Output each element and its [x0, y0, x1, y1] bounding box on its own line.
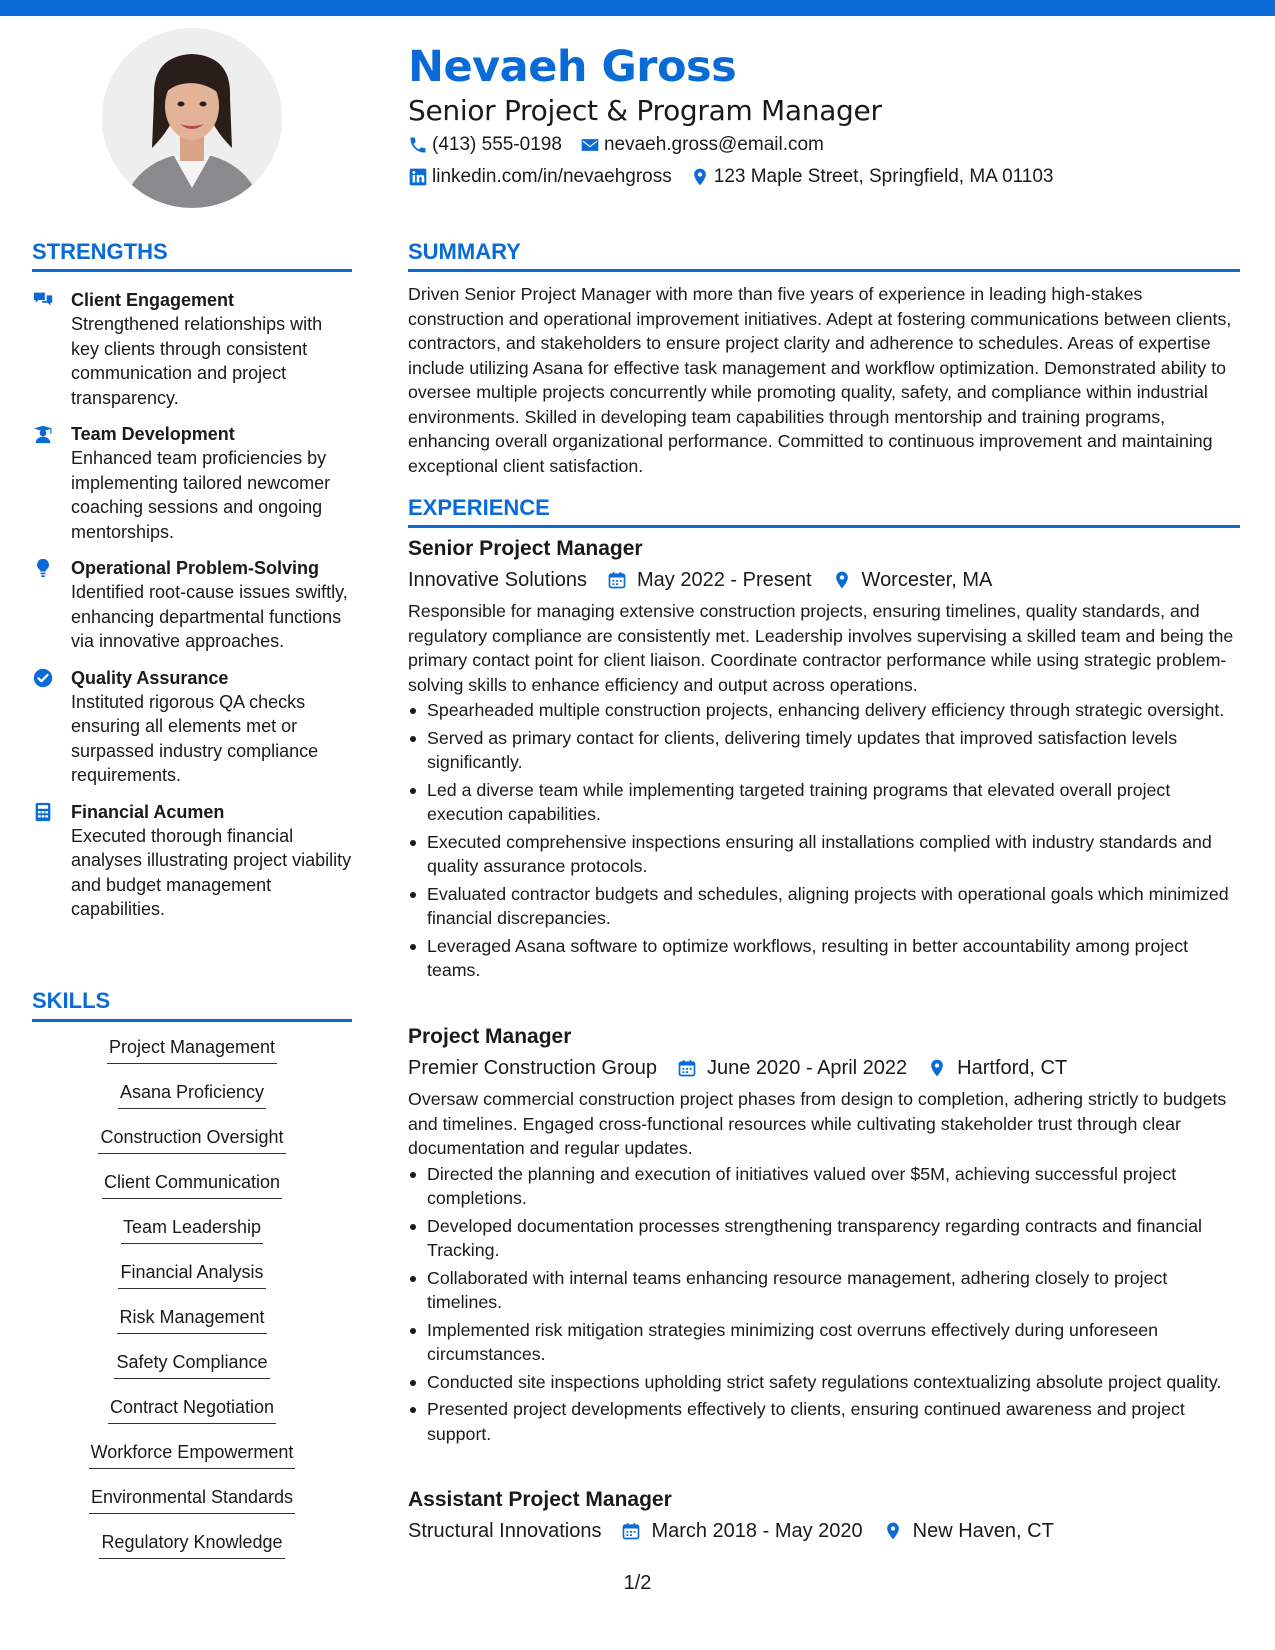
strengths-list [32, 288, 352, 934]
summary-rule [408, 269, 1240, 272]
job-description: Oversaw commercial construction project phases from design to completion, adhering strictly to budgets and timelines. Engaged cross-functional resources while cultivating stakeholder trust through clear documentation and regular updates. [408, 1089, 1227, 1158]
page-number: 1/2 [623, 1572, 652, 1594]
address-text: 123 Maple Street, Springfield, MA 01103 [713, 166, 1054, 187]
contact-row-2 [408, 166, 1072, 189]
candidate-title: Senior Project & Program Manager [408, 94, 882, 127]
strength-item [32, 422, 352, 544]
skills-rule [32, 1019, 352, 1022]
skill-label: Regulatory Knowledge [99, 1530, 284, 1559]
strength-title: Financial Acumen [71, 801, 225, 822]
linkedin-link[interactable]: linkedin.com/in/nevaehgross [432, 166, 672, 187]
job-meta [408, 1055, 1240, 1081]
contact-row-1 [408, 134, 842, 157]
calendar-icon [621, 1521, 641, 1541]
phone-text[interactable]: (413) 555-0198 [432, 134, 562, 155]
job-company: Premier Construction Group [408, 1057, 657, 1079]
job-bullet: Leveraged Asana software to optimize workflows, resulting in better accountability among project teams. [408, 934, 1240, 983]
job-location [883, 1518, 1054, 1544]
job-role: Assistant Project Manager [408, 1488, 672, 1511]
strength-title: Team Development [71, 424, 235, 444]
strength-item [32, 288, 352, 410]
skill-item [32, 1215, 352, 1260]
skill-item [32, 1260, 352, 1305]
strengths-rule [32, 269, 352, 272]
job-bullet: Conducted site inspections upholding strict safety regulations contextualizing absolute project quality. [408, 1370, 1240, 1395]
job-role: Senior Project Manager [408, 537, 643, 560]
graduate-icon [32, 423, 54, 445]
job-entry [408, 1024, 1240, 1449]
job-location [832, 567, 993, 593]
skill-item [32, 1125, 352, 1170]
skill-label: Safety Compliance [114, 1350, 269, 1379]
job-location-text: Hartford, CT [957, 1057, 1068, 1079]
job-bullet: Spearheaded multiple construction projects, enhancing delivery efficiency through strategic oversight. [408, 698, 1240, 723]
skill-item [32, 1350, 352, 1395]
skill-item [32, 1440, 352, 1485]
job-meta [408, 567, 1240, 593]
skill-item [32, 1530, 352, 1575]
skill-label: Asana Proficiency [118, 1080, 266, 1109]
strengths-heading: STRENGTHS [32, 239, 168, 264]
job-description: Responsible for managing extensive construction projects, ensuring timelines, quality standards, and regulatory compliance are consistently met. Leadership involves supervising a skilled team and being the primary contact point for client liaison. Coordinate contractor performance while using strategic problem-solving skills to enhance efficiency and output across operations. [408, 601, 1234, 695]
job-dates-text: March 2018 - May 2020 [651, 1520, 863, 1542]
phone-icon [408, 135, 428, 155]
summary-text: Driven Senior Project Manager with more than five years of experience in leading high-stakes construction and operational improvement initiatives. Adept at fostering communications between clients, contractors, and stakeholders to ensure project clarity and adherence to schedules. Areas of expertise include utilizing Asana for effective task management and workflow optimization. Demonstrated ability to oversee multiple projects concurrently while promoting quality, safety, and compliance within industrial environments. Skilled in developing team capabilities through mentorship and training programs, enhancing overall organizational performance. Committed to continuous improvement and maintaining exceptional client satisfaction. [408, 284, 1232, 476]
job-entry [408, 536, 1240, 986]
strength-item [32, 666, 352, 788]
job-dates-text: May 2022 - Present [637, 569, 812, 591]
skill-label: Contract Negotiation [108, 1395, 276, 1424]
lightbulb-icon [32, 557, 54, 579]
job-bullet: Presented project developments effectively to clients, ensuring continued awareness and project support. [408, 1397, 1240, 1446]
contact-address [690, 166, 1054, 189]
contact-phone [408, 134, 562, 157]
job-dates [621, 1518, 862, 1544]
strength-item [32, 556, 352, 654]
skill-label: Environmental Standards [89, 1485, 295, 1514]
skills-list [32, 1035, 352, 1575]
job-company: Innovative Solutions [408, 569, 588, 591]
linkedin-icon [408, 167, 428, 187]
candidate-name: Nevaeh Gross [408, 42, 737, 92]
strength-item [32, 800, 352, 922]
job-bullets [408, 1162, 1240, 1447]
job-dates-text: June 2020 - April 2022 [706, 1057, 908, 1079]
skill-item [32, 1395, 352, 1440]
skill-item [32, 1305, 352, 1350]
check-circle-icon [32, 667, 54, 689]
job-role: Project Manager [408, 1025, 572, 1048]
strength-desc: Identified root-cause issues swiftly, enhancing departmental functions via innovative approaches. [71, 582, 348, 651]
skill-label: Risk Management [117, 1305, 266, 1334]
job-meta [408, 1518, 1240, 1544]
skills-heading: SKILLS [32, 988, 111, 1013]
job-bullets [408, 698, 1240, 983]
job-bullet: Developed documentation processes strengthening transparency regarding contracts and financial Tracking. [408, 1214, 1240, 1263]
contact-email [580, 134, 824, 157]
contact-linkedin [408, 166, 672, 189]
job-bullet: Collaborated with internal teams enhancing resource management, adhering closely to project timelines. [408, 1266, 1240, 1315]
map-pin-icon [832, 570, 852, 590]
job-bullet: Executed comprehensive inspections ensuring all installations complied with industry standards and quality assurance protocols. [408, 830, 1240, 879]
strength-desc: Instituted rigorous QA checks ensuring all elements met or surpassed industry compliance requirements. [71, 691, 319, 785]
strength-title: Quality Assurance [71, 667, 229, 688]
comments-icon [32, 289, 54, 311]
job-dates [677, 1055, 907, 1081]
skill-label: Project Management [107, 1035, 277, 1064]
map-pin-icon [883, 1521, 903, 1541]
map-pin-icon [927, 1058, 947, 1078]
job-dates [607, 567, 812, 593]
calculator-icon [32, 801, 54, 823]
email-link[interactable]: nevaeh.gross@email.com [603, 134, 824, 155]
skill-item [32, 1080, 352, 1125]
experience-rule [408, 525, 1240, 528]
job-entry [408, 1487, 1240, 1544]
job-bullet: Led a diverse team while implementing targeted training programs that elevated overall project execution capabilities. [408, 778, 1240, 827]
profile-photo [102, 28, 282, 208]
job-bullet: Served as primary contact for clients, delivering timely updates that improved satisfaction levels significantly. [408, 726, 1240, 775]
calendar-icon [677, 1058, 697, 1078]
job-bullet: Evaluated contractor budgets and schedules, aligning projects with operational goals which minimized financial discrepancies. [408, 882, 1240, 931]
calendar-icon [607, 570, 627, 590]
strength-title: Operational Problem-Solving [71, 558, 320, 578]
skill-label: Construction Oversight [98, 1125, 285, 1154]
job-bullet: Implemented risk mitigation strategies minimizing cost overruns effectively during unforeseen circumstances. [408, 1318, 1240, 1367]
map-pin-icon [690, 167, 710, 187]
strength-desc: Strengthened relationships with key clients through consistent communication and project transparency. [71, 314, 323, 408]
job-location [927, 1055, 1067, 1081]
job-location-text: New Haven, CT [912, 1520, 1054, 1542]
top-accent-bar [0, 0, 1275, 16]
envelope-icon [580, 135, 600, 155]
skill-label: Workforce Empowerment [89, 1440, 296, 1469]
skill-label: Client Communication [102, 1170, 282, 1199]
skill-item [32, 1485, 352, 1530]
job-bullet: Directed the planning and execution of initiatives valued over $5M, achieving successful project completions. [408, 1162, 1240, 1211]
strength-title: Client Engagement [71, 290, 235, 310]
skill-label: Team Leadership [121, 1215, 263, 1244]
job-location-text: Worcester, MA [861, 569, 993, 591]
experience-heading: EXPERIENCE [408, 495, 550, 520]
summary-heading: SUMMARY [408, 239, 521, 264]
skill-item [32, 1035, 352, 1080]
job-company: Structural Innovations [408, 1520, 602, 1542]
skill-label: Financial Analysis [118, 1260, 265, 1289]
strength-desc: Enhanced team proficiencies by implementing tailored newcomer coaching sessions and ongoing mentorships. [71, 448, 331, 542]
strength-desc: Executed thorough financial analyses illustrating project viability and budget management capabilities. [71, 825, 352, 919]
skill-item [32, 1170, 352, 1215]
